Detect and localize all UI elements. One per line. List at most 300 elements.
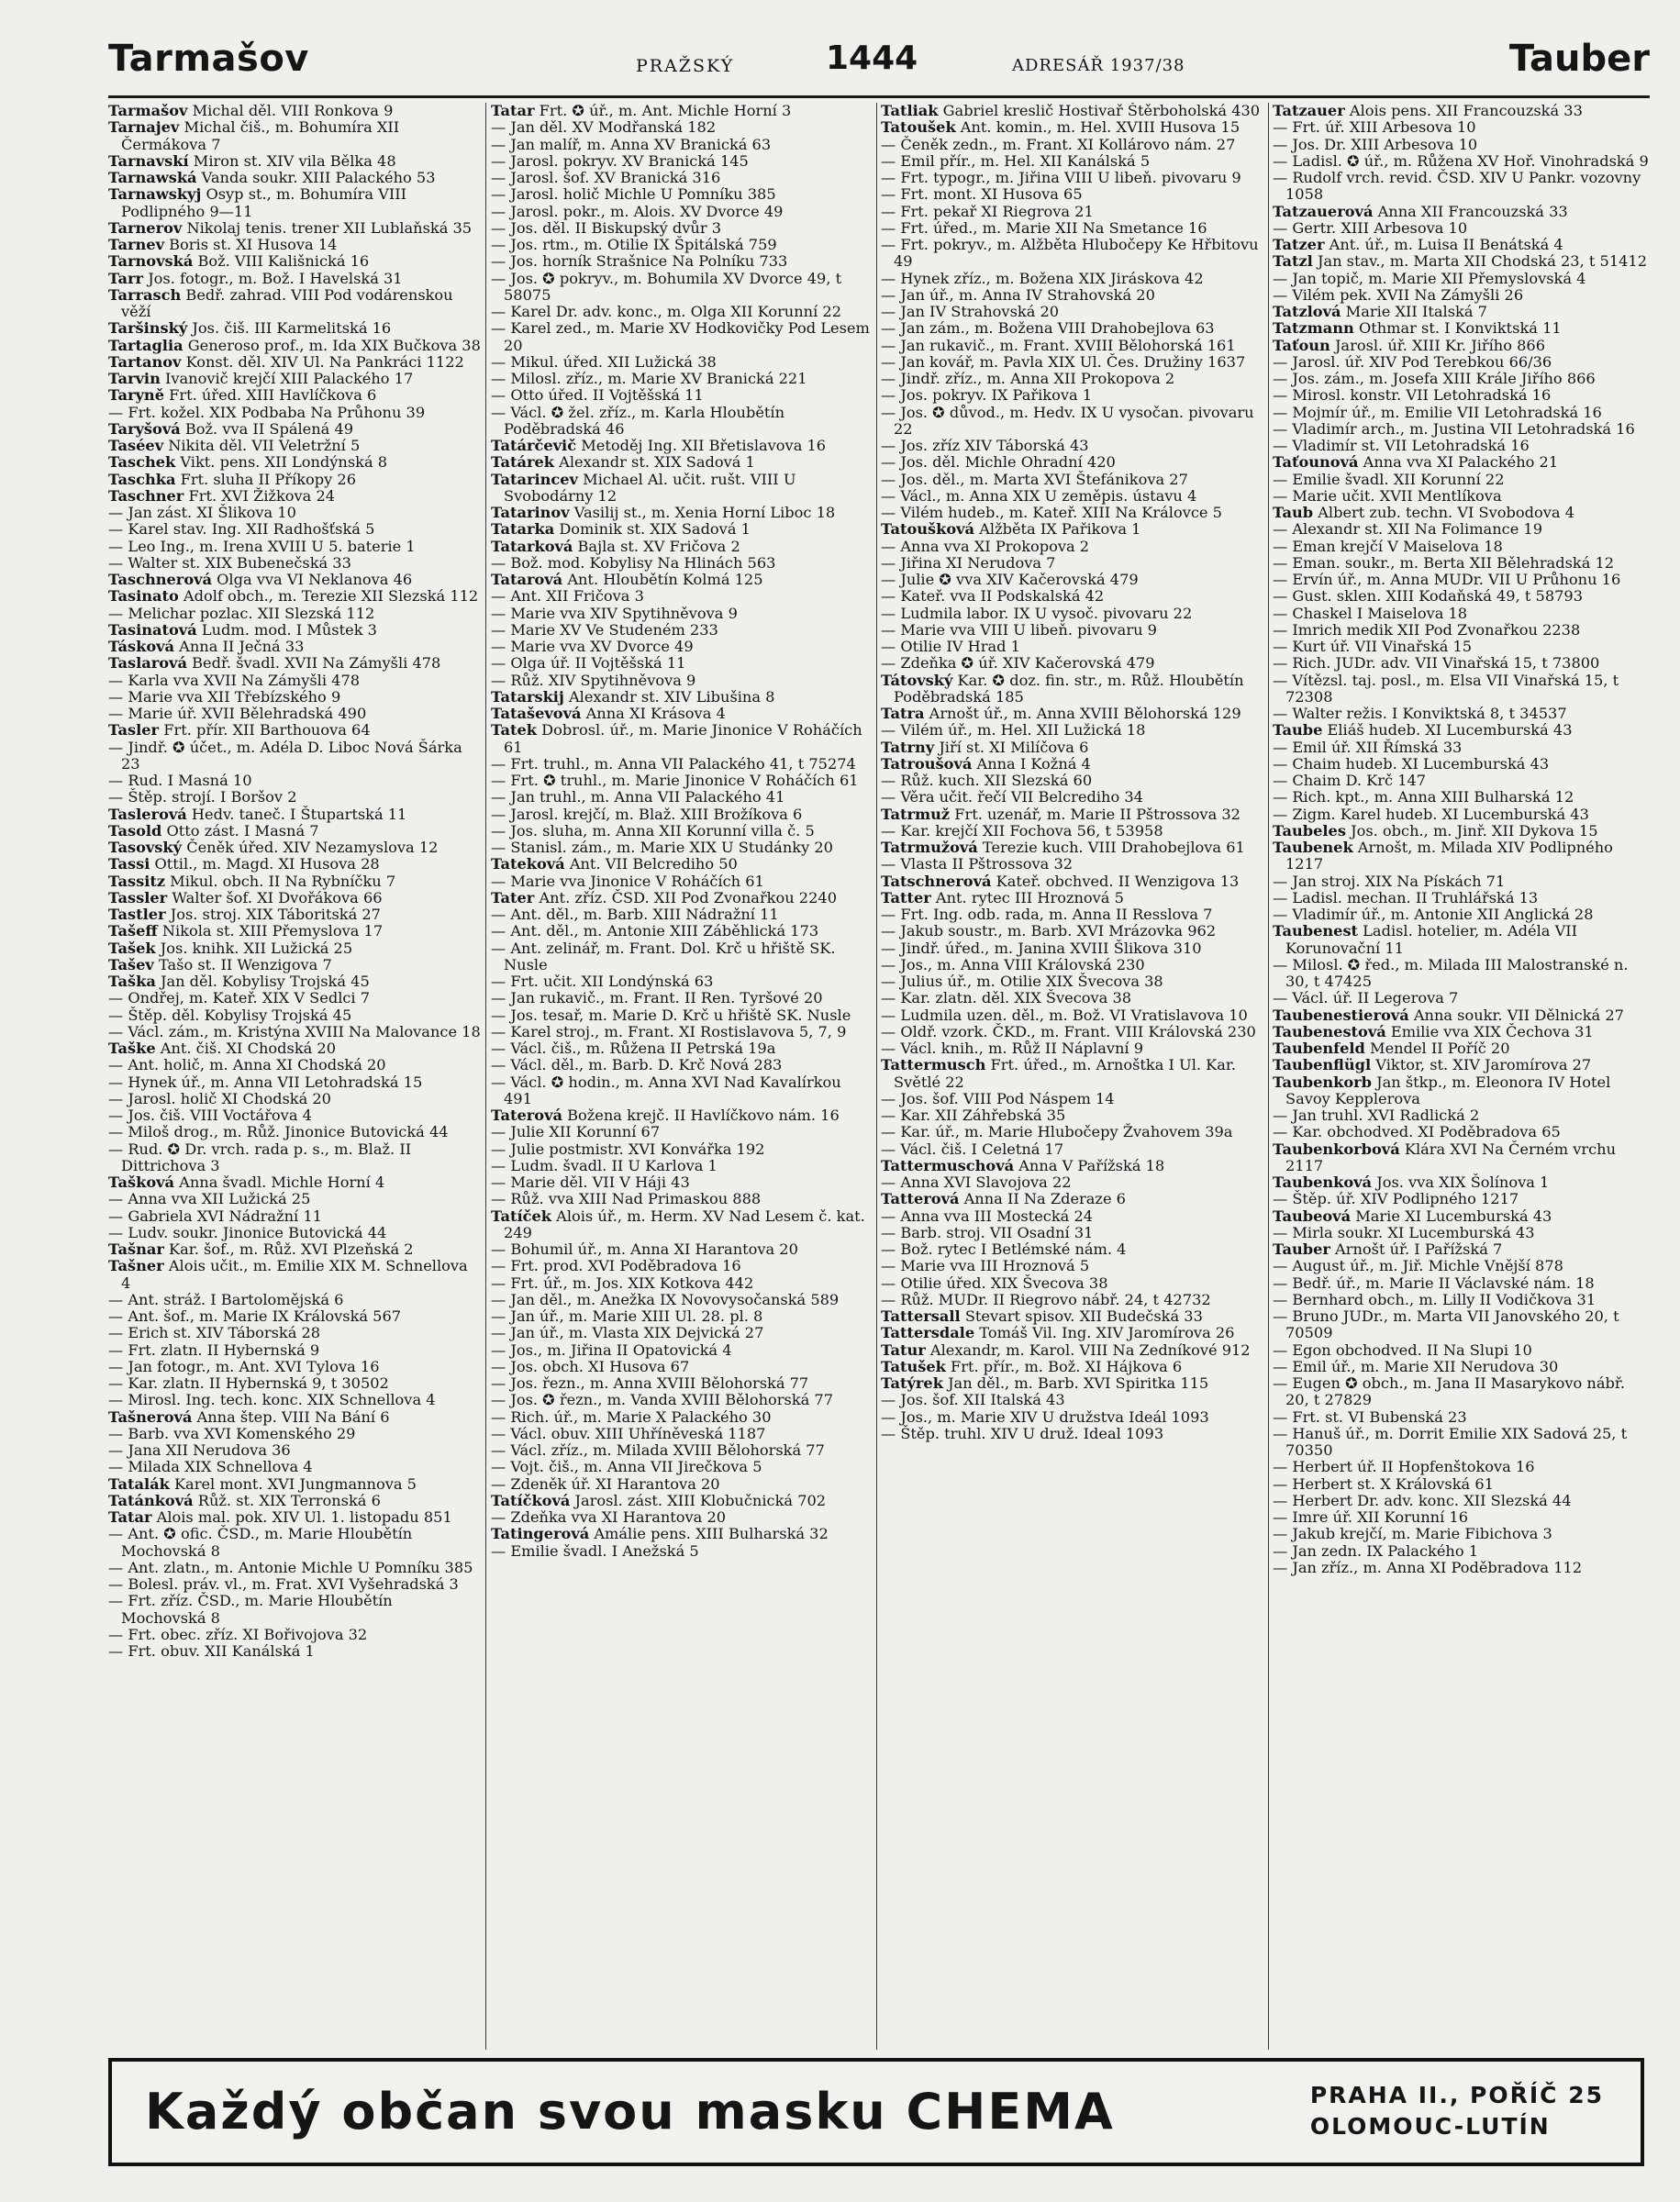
directory-entry xyxy=(491,823,873,840)
entry-details: — Jos. zám., m. Josefa XIII Krále Jiřího 866 xyxy=(1273,370,1596,387)
directory-entry xyxy=(108,119,481,153)
directory-entry xyxy=(491,1124,873,1140)
directory-entry xyxy=(108,1225,481,1241)
entry-details: — Otilie IV Hrad 1 xyxy=(881,638,1020,655)
entry-details: — Alexandr st. XII Na Folimance 19 xyxy=(1273,520,1543,539)
directory-entry xyxy=(881,438,1264,454)
entry-details: — Frt. st. VI Bubenská 23 xyxy=(1273,1407,1467,1426)
directory-entry xyxy=(108,1208,481,1225)
directory-entry xyxy=(881,606,1264,622)
header-rule xyxy=(108,95,1650,98)
directory-entry xyxy=(108,555,481,572)
entry-details: — Eman krejčí V Maiselova 18 xyxy=(1273,537,1503,555)
directory-entry xyxy=(1273,1258,1650,1274)
entry-details: — Vilém úř., m. Hel. XII Lužická 18 xyxy=(881,721,1146,740)
entry-details: Arnošt úř., m. Anna XVIII Bělohorská 129 xyxy=(924,705,1241,722)
directory-entry xyxy=(491,304,873,320)
entry-surname: Tattermuschová xyxy=(881,1156,1015,1174)
directory-entry xyxy=(1273,706,1650,722)
entry-details: Kateř. obchved. II Wenzigova 13 xyxy=(991,872,1240,890)
directory-entry xyxy=(881,1409,1264,1426)
directory-entry xyxy=(108,287,481,321)
directory-entry xyxy=(491,706,873,722)
directory-entry xyxy=(881,923,1264,940)
directory-entry xyxy=(881,1107,1264,1124)
entry-details: Alois učit., m. Emilie XIX M. Schnellova 4 xyxy=(121,1257,468,1292)
entry-details: — Chaim D. Krč 147 xyxy=(1273,772,1427,789)
directory-entry xyxy=(1273,1074,1650,1108)
entry-details: — Bohumil úř., m. Anna XI Harantova 20 xyxy=(491,1240,798,1258)
entry-surname: Tarvin xyxy=(108,370,161,387)
directory-entry xyxy=(881,320,1264,337)
entry-details: — Jos. zříz XIV Táborská 43 xyxy=(881,437,1089,454)
entry-details: — Julie ✪ vva XIV Kačerovská 479 xyxy=(881,571,1139,588)
header-subtitle: ADRESÁŘ 1937/38 xyxy=(1012,56,1185,75)
entry-surname: Tatliak xyxy=(881,103,939,119)
directory-entry xyxy=(1273,906,1650,923)
entry-surname: Tatoušek xyxy=(881,118,956,137)
directory-entry xyxy=(491,639,873,655)
directory-entry xyxy=(108,1141,481,1175)
directory-entry xyxy=(881,957,1264,973)
entry-details: — Štěp. děl. Kobylisy Trojská 45 xyxy=(108,1006,352,1024)
entry-surname: Tatárek xyxy=(491,453,554,472)
entry-details: Ant. VII Belcrediho 50 xyxy=(564,855,738,873)
entry-details: Ladisl. hotelier, m. Adéla VII Korunovační 11 xyxy=(1285,922,1578,957)
directory-entry xyxy=(108,1560,481,1576)
entry-details: — Ladisl. mechan. II Truhlářská 13 xyxy=(1273,888,1539,906)
directory-entry xyxy=(1273,371,1650,387)
directory-entry xyxy=(108,1526,481,1560)
directory-entry xyxy=(108,673,481,689)
directory-entry xyxy=(1273,1191,1650,1207)
directory-entry xyxy=(1273,1509,1650,1526)
entry-details: Boris st. XI Husova 14 xyxy=(164,236,338,253)
entry-details: Mikul. obch. II Na Rybníčku 7 xyxy=(165,872,396,890)
entry-surname: Tatoušková xyxy=(881,520,975,539)
entry-surname: Tasler xyxy=(108,721,160,740)
entry-surname: Tarrasch xyxy=(108,285,182,304)
entry-details: — Kar. XII Záhřebská 35 xyxy=(881,1107,1066,1124)
header-title: PRAŽSKÝ xyxy=(636,56,735,76)
directory-entry xyxy=(881,906,1264,923)
entry-surname: Taťounová xyxy=(1273,453,1359,472)
directory-entry xyxy=(881,237,1264,271)
directory-entry xyxy=(881,555,1264,572)
directory-entry xyxy=(108,840,481,856)
directory-entry xyxy=(881,186,1264,203)
entry-surname: Tatroušová xyxy=(881,754,973,773)
entry-details: — Štěp. strojí. I Boršov 2 xyxy=(108,788,297,806)
directory-entry xyxy=(491,840,873,856)
entry-details: — Václ. čiš. I Celetná 17 xyxy=(881,1140,1064,1158)
directory-entry xyxy=(491,454,873,471)
entry-surname: Taryšová xyxy=(108,419,181,438)
entry-details: — Kateř. vva II Podskalská 42 xyxy=(881,587,1105,606)
entry-details: — Emil úř., m. Marie XII Nerudova 30 xyxy=(1273,1357,1559,1375)
entry-details: — Jos. obch. XI Husova 67 xyxy=(491,1357,690,1375)
directory-entry xyxy=(491,1208,873,1242)
column-divider xyxy=(1268,103,1269,2050)
directory-entry xyxy=(1273,840,1650,873)
entry-details: — Karel stroj., m. Frant. XI Rostislavova 5, 7, 9 xyxy=(491,1022,847,1040)
entry-details: — Anna vva III Mostecká 24 xyxy=(881,1207,1094,1225)
entry-details: — Eugen ✪ obch., m. Jana II Masarykovo nábř. 20, t 27829 xyxy=(1273,1374,1625,1409)
directory-entry xyxy=(491,119,873,136)
entry-details: — Kar. úř., m. Marie Hlubočepy Žvahovem 39a xyxy=(881,1123,1233,1141)
directory-entry xyxy=(108,588,481,605)
entry-details: Nikolaj tenis. trener XII Lublaňská 35 xyxy=(182,218,473,237)
entry-details: — Frt. truhl., m. Anna VII Palackého 41, t 75274 xyxy=(491,754,856,773)
directory-entry xyxy=(1273,572,1650,588)
directory-entry xyxy=(108,1392,481,1408)
entry-details: — Zdeňka ✪ úř. XIV Kačerovská 479 xyxy=(881,654,1155,673)
directory-entry xyxy=(881,405,1264,439)
entry-surname: Tatzer xyxy=(1273,236,1325,253)
entry-details: Viktor, st. XIV Jaromírova 27 xyxy=(1371,1056,1592,1074)
directory-entry xyxy=(108,1091,481,1107)
entry-details: — Chaskel I Maiselova 18 xyxy=(1273,604,1468,622)
entry-details: Anna soukr. VII Dělnická 27 xyxy=(1408,1006,1624,1024)
directory-entry xyxy=(1273,119,1650,136)
directory-entry xyxy=(881,153,1264,170)
entry-surname: Tašnar xyxy=(108,1240,164,1258)
entry-details: Ant. Hloubětín Kolmá 125 xyxy=(562,571,763,588)
entry-details: — Anna vva XI Prokopova 2 xyxy=(881,537,1090,555)
directory-entry xyxy=(108,789,481,806)
entry-details: — Jos. ✪ pokryv., m. Bohumila XV Dvorce 49, t 58075 xyxy=(491,269,842,304)
entry-details: Božena krejč. II Havlíčkovo nám. 16 xyxy=(562,1107,840,1124)
directory-entry xyxy=(491,1409,873,1426)
ad-address-line: OLOMOUC-LUTÍN xyxy=(1309,2113,1551,2140)
entry-details: — Jana XII Nerudova 36 xyxy=(108,1441,291,1459)
directory-column-1 xyxy=(108,103,481,2050)
entry-details: Frt. přír. XII Barthouova 64 xyxy=(159,721,371,740)
entry-details: — Egon obchodved. II Na Slupi 10 xyxy=(1273,1340,1532,1359)
directory-entry xyxy=(108,923,481,940)
directory-entry xyxy=(491,1040,873,1057)
entry-details: — Ervín úř., m. Anna MUDr. VII U Průhonu 16 xyxy=(1273,571,1621,588)
entry-details: — Václ. knih., m. Růž II Náplavní 9 xyxy=(881,1040,1144,1057)
entry-details: — Ant. zlatn., m. Antonie Michle U Pomníku 385 xyxy=(108,1558,473,1576)
entry-details: Ant. komin., m. Hel. XVIII Husova 15 xyxy=(955,118,1241,137)
directory-entry xyxy=(108,873,481,890)
directory-entry xyxy=(491,689,873,706)
directory-entry xyxy=(881,354,1264,371)
entry-details: — Julie postmistr. XVI Konvářka 192 xyxy=(491,1140,765,1158)
entry-details: Alois úř., m. Herm. XV Nad Lesem č. kat. 249 xyxy=(504,1207,865,1241)
entry-details: Walter šof. XI Dvořákova 66 xyxy=(167,888,383,906)
entry-details: — Emil přír., m. Hel. XII Kanálská 5 xyxy=(881,151,1151,170)
directory-entry xyxy=(108,1375,481,1392)
entry-surname: Tassi xyxy=(108,855,150,873)
entry-details: — Jos. děl., m. Marta XVI Štefánikova 27 xyxy=(881,470,1188,488)
entry-surname: Taške xyxy=(108,1040,156,1057)
directory-entry xyxy=(108,740,481,773)
entry-details: — Marie vva Jinonice V Roháčích 61 xyxy=(491,872,764,890)
directory-entry xyxy=(491,572,873,588)
entry-details: Alexandr, m. Karol. VIII Na Zedníkové 912 xyxy=(925,1340,1251,1359)
entry-details: — Jindř. zříz., m. Anna XII Prokopova 2 xyxy=(881,370,1175,387)
entry-details: — Karel stav. Ing. XII Radhošťská 5 xyxy=(108,520,375,539)
directory-entry xyxy=(491,806,873,823)
entry-details: — Jarosl. holič Michle U Pomníku 385 xyxy=(491,185,776,204)
entry-surname: Tatíček xyxy=(491,1207,551,1225)
directory-entry xyxy=(881,722,1264,739)
directory-entry xyxy=(881,539,1264,555)
directory-entry xyxy=(881,806,1264,823)
directory-entry xyxy=(881,103,1264,119)
entry-details: — Rich. kpt., m. Anna XIII Bulharská 12 xyxy=(1273,788,1574,806)
entry-details: — Jan IV Strahovská 20 xyxy=(881,303,1060,320)
entry-details: Anna XI Krásova 4 xyxy=(581,705,726,722)
directory-entry xyxy=(1273,1459,1650,1475)
entry-details: Metoděj Ing. XII Břetislavova 16 xyxy=(576,437,827,454)
entry-details: — Jos. sluha, m. Anna XII Korunní villa č. 5 xyxy=(491,821,815,840)
entry-details: — Vladimír st. VII Letohradská 16 xyxy=(1273,437,1530,454)
entry-details: — Gertr. XIII Arbesova 10 xyxy=(1273,218,1468,237)
directory-entry xyxy=(491,1493,873,1509)
entry-details: — Václ. úř. II Legerova 7 xyxy=(1273,989,1459,1007)
entry-surname: Tastler xyxy=(108,906,166,923)
entry-details: — Marie vva XIV Spytihněvova 9 xyxy=(491,604,738,622)
entry-details: — Frt. obec. zříz. XI Bořivojova 32 xyxy=(108,1625,368,1643)
directory-entry xyxy=(1273,271,1650,287)
directory-entry xyxy=(881,204,1264,220)
entry-details: Frt. XVI Žižkova 24 xyxy=(184,486,336,505)
directory-entry xyxy=(881,990,1264,1006)
entry-details: Jos. knihk. XII Lužická 25 xyxy=(155,939,353,957)
entry-details: Frt. úřed., m. Arnoštka I Ul. Kar. Světlé 22 xyxy=(894,1056,1237,1091)
directory-entry xyxy=(491,103,873,119)
entry-details: Anna švadl. Michle Horní 4 xyxy=(174,1173,385,1191)
entry-surname: Taubenest xyxy=(1273,922,1359,940)
entry-surname: Tasinato xyxy=(108,587,179,606)
entry-surname: Tatingerová xyxy=(491,1525,590,1543)
directory-entry xyxy=(881,488,1264,505)
directory-entry xyxy=(491,873,873,890)
directory-entry xyxy=(108,806,481,823)
directory-entry xyxy=(881,1375,1264,1392)
directory-entry xyxy=(108,421,481,438)
directory-entry xyxy=(881,890,1264,906)
directory-entry xyxy=(1273,1560,1650,1576)
directory-entry xyxy=(491,1543,873,1560)
directory-entry xyxy=(108,606,481,622)
directory-entry xyxy=(1273,170,1650,204)
directory-entry xyxy=(881,706,1264,722)
directory-entry xyxy=(1273,655,1650,672)
entry-details: Anna vva XI Palackého 21 xyxy=(1358,453,1559,472)
entry-surname: Taubenestierová xyxy=(1273,1006,1409,1024)
entry-details: — Růž. MUDr. II Riegrovo nábř. 24, t 42732 xyxy=(881,1290,1211,1308)
directory-entry xyxy=(491,555,873,572)
directory-entry xyxy=(491,1526,873,1542)
entry-details: — Herbert st. X Královská 61 xyxy=(1273,1474,1494,1493)
entry-details: — Věra učit. řečí VII Belcrediho 34 xyxy=(881,788,1143,806)
entry-details: — Gabriela XVI Nádražní 11 xyxy=(108,1207,322,1225)
directory-entry xyxy=(108,237,481,253)
entry-details: Alois pens. XII Francouzská 33 xyxy=(1344,103,1583,119)
entry-surname: Taubenflügl xyxy=(1273,1056,1372,1074)
entry-details: — Hynek zříz., m. Božena XIX Jiráskova 42 xyxy=(881,269,1204,287)
entry-details: — Vladimír úř., m. Antonie XII Anglická 28 xyxy=(1273,906,1594,923)
entry-details: Marie XI Lucemburská 43 xyxy=(1351,1207,1552,1225)
entry-details: — Štěp. truhl. XIV U druž. Ideal 1093 xyxy=(881,1424,1164,1442)
entry-details: — Milada XIX Schnellova 4 xyxy=(108,1458,313,1476)
directory-entry xyxy=(108,1342,481,1359)
directory-entry xyxy=(491,673,873,689)
entry-surname: Tattermusch xyxy=(881,1056,986,1074)
directory-entry xyxy=(881,789,1264,806)
entry-details: Frt. úřed. XIII Havlíčkova 6 xyxy=(164,386,377,405)
entry-surname: Tatarková xyxy=(491,537,573,555)
directory-entry xyxy=(881,655,1264,672)
entry-details: Hedv. taneč. I Štupartská 11 xyxy=(186,805,407,823)
directory-entry xyxy=(1273,253,1650,270)
entry-details: — Walter režis. I Konviktská 8, t 34537 xyxy=(1273,705,1567,722)
entry-details: Nikola st. XIII Přemyslova 17 xyxy=(157,922,384,940)
entry-surname: Tatra xyxy=(881,705,925,722)
directory-entry xyxy=(108,1509,481,1526)
entry-details: — Václ. ✪ žel. zříz., m. Karla Hloubětín Poděbradská 46 xyxy=(491,403,785,438)
directory-entry xyxy=(491,722,873,756)
entry-surname: Tatýrek xyxy=(881,1374,943,1392)
entry-details: Frt. přír., m. Bož. XI Hájkova 6 xyxy=(945,1357,1183,1375)
entry-details: — Jan stroj. XIX Na Pískách 71 xyxy=(1273,872,1506,890)
entry-details: — Jarosl. pokryv. XV Branická 145 xyxy=(491,151,749,170)
directory-entry xyxy=(108,405,481,421)
advertisement-banner xyxy=(108,2058,1644,2166)
directory-entry xyxy=(881,740,1264,756)
entry-details: — Jos. ✪ řezn., m. Vanda XVIII Bělohorská 77 xyxy=(491,1391,834,1409)
directory-entry xyxy=(108,387,481,404)
entry-surname: Taub xyxy=(1273,504,1314,521)
directory-entry xyxy=(1273,588,1650,605)
directory-entry xyxy=(491,170,873,186)
column-divider xyxy=(485,103,486,2050)
entry-details: — Jan úř., m. Anna IV Strahovská 20 xyxy=(881,285,1155,304)
entry-details: Jarosl. úř. XIII Kr. Jiřího 866 xyxy=(1330,336,1546,354)
directory-entry xyxy=(108,1107,481,1124)
directory-entry xyxy=(108,1040,481,1057)
directory-entry xyxy=(1273,103,1650,119)
entry-details: — Marie úř. XVII Bělehradská 490 xyxy=(108,705,367,722)
entry-details: — Emilie švadl. XII Korunní 22 xyxy=(1273,470,1505,488)
directory-column-2 xyxy=(491,103,873,2050)
directory-entry xyxy=(881,1308,1264,1325)
directory-entry xyxy=(1273,722,1650,739)
directory-entry xyxy=(108,1174,481,1191)
entry-details: — Václ. zám., m. Kristýna XVIII Na Malovance 18 xyxy=(108,1022,481,1040)
directory-entry xyxy=(881,338,1264,354)
entry-surname: Tattersall xyxy=(881,1307,961,1325)
directory-entry xyxy=(491,1241,873,1258)
entry-surname: Tatar xyxy=(108,1508,152,1526)
entry-details: — Rudolf vrch. revid. ČSD. XIV U Pankr. vozovny 1058 xyxy=(1273,169,1641,204)
directory-entry xyxy=(1273,1275,1650,1292)
entry-details: — Vítězsl. taj. posl., m. Elsa VII Vinařská 15, t 72308 xyxy=(1273,671,1619,706)
entry-details: — Chaim hudeb. XI Lucemburská 43 xyxy=(1273,754,1550,773)
entry-details: Kar. ✪ doz. fin. str., m. Růž. Hloubětín Poděbradská 185 xyxy=(894,671,1244,706)
entry-surname: Taterová xyxy=(491,1107,562,1124)
column-divider xyxy=(876,103,877,2050)
entry-details: — Anna XVI Slavojova 22 xyxy=(881,1173,1072,1191)
entry-details: — Jan truhl., m. Anna VII Palackého 41 xyxy=(491,788,785,806)
directory-entry xyxy=(1273,1040,1650,1057)
entry-details: — Jos. horník Strašnice Na Polníku 733 xyxy=(491,252,788,271)
entry-details: Klára XVI Na Černém vrchu 2117 xyxy=(1285,1140,1617,1174)
directory-entry xyxy=(108,539,481,555)
entry-details: — Bož. mod. Kobylisy Na Hlinách 563 xyxy=(491,553,776,572)
entry-surname: Taubenestová xyxy=(1273,1022,1386,1040)
entry-details: — Jos. čiš. VIII Voctářova 4 xyxy=(108,1107,312,1124)
entry-surname: Tatzauer xyxy=(1273,103,1345,119)
entry-details: — Jakub krejčí, m. Marie Fibichova 3 xyxy=(1273,1525,1552,1543)
directory-entry xyxy=(108,973,481,990)
directory-entry xyxy=(881,840,1264,856)
entry-details: — Jan zedn. IX Palackého 1 xyxy=(1273,1541,1479,1560)
directory-entry xyxy=(1273,1057,1650,1073)
entry-details: Alexandr st. XIV Libušina 8 xyxy=(563,687,775,706)
entry-details: — Zdeněk úř. XI Harantova 20 xyxy=(491,1474,720,1493)
entry-details: — Štěp. úř. XIV Podlipného 1217 xyxy=(1273,1190,1519,1208)
directory-entry xyxy=(491,890,873,906)
directory-entry xyxy=(1273,1124,1650,1140)
directory-entry xyxy=(881,1174,1264,1191)
entry-details: — Jakub soustr., m. Barb. XVI Mrázovka 962 xyxy=(881,922,1217,940)
directory-entry xyxy=(491,1074,873,1108)
entry-details: — Walter st. XIX Bubenečská 33 xyxy=(108,553,351,572)
entry-details: — Vilém pek. XVII Na Zámyšli 26 xyxy=(1273,285,1524,304)
entry-surname: Tašková xyxy=(108,1173,175,1191)
entry-details: — Jos. šof. XII Italská 43 xyxy=(881,1391,1065,1409)
directory-entry xyxy=(881,304,1264,320)
directory-entry xyxy=(491,438,873,454)
entry-details: Bož. VIII Kališnická 16 xyxy=(193,252,370,271)
directory-entry xyxy=(881,572,1264,588)
entry-details: — Bož. rytec I Betlémské nám. 4 xyxy=(881,1240,1127,1258)
directory-entry xyxy=(108,1007,481,1024)
directory-entry xyxy=(491,1342,873,1359)
directory-entry xyxy=(881,1426,1264,1442)
directory-entry xyxy=(108,689,481,706)
directory-entry xyxy=(491,756,873,773)
directory-entry xyxy=(491,906,873,923)
entry-details: — Jindř. úřed., m. Janina XVIII Šlikova 310 xyxy=(881,939,1202,957)
directory-entry xyxy=(491,271,873,305)
directory-entry xyxy=(1273,1493,1650,1509)
entry-details: Dobrosl. úř., m. Marie Jinonice V Roháčích 61 xyxy=(504,721,862,756)
entry-details: Anna XII Francouzská 33 xyxy=(1373,202,1568,220)
entry-details: — Václ. zříz., m. Milada XVIII Bělohorská 77 xyxy=(491,1441,825,1459)
entry-details: — Olga úř. II Vojtěšská 11 xyxy=(491,654,686,673)
entry-details: — Jos. Dr. XIII Arbesova 10 xyxy=(1273,135,1478,153)
entry-details: Jan děl., m. Barb. XVI Spiritka 115 xyxy=(942,1374,1209,1392)
directory-entry xyxy=(108,1593,481,1627)
entry-details: Alois mal. pok. XIV Ul. 1. listopadu 851 xyxy=(151,1508,452,1526)
directory-entry xyxy=(108,1258,481,1292)
entry-details: Nikita děl. VII Veletržní 5 xyxy=(163,437,361,454)
entry-surname: Taslarová xyxy=(108,654,187,673)
entry-surname: Tasold xyxy=(108,821,162,840)
entry-surname: Taubeles xyxy=(1273,821,1346,840)
directory-entry xyxy=(108,1191,481,1207)
directory-entry xyxy=(491,773,873,789)
directory-entry xyxy=(108,639,481,655)
entry-details: — Ladisl. ✪ úř., m. Růžena XV Hoř. Vinohradská 9 xyxy=(1273,151,1649,170)
entry-details: — Václ., m. Anna XIX U zeměpis. ústavu 4 xyxy=(881,486,1197,505)
